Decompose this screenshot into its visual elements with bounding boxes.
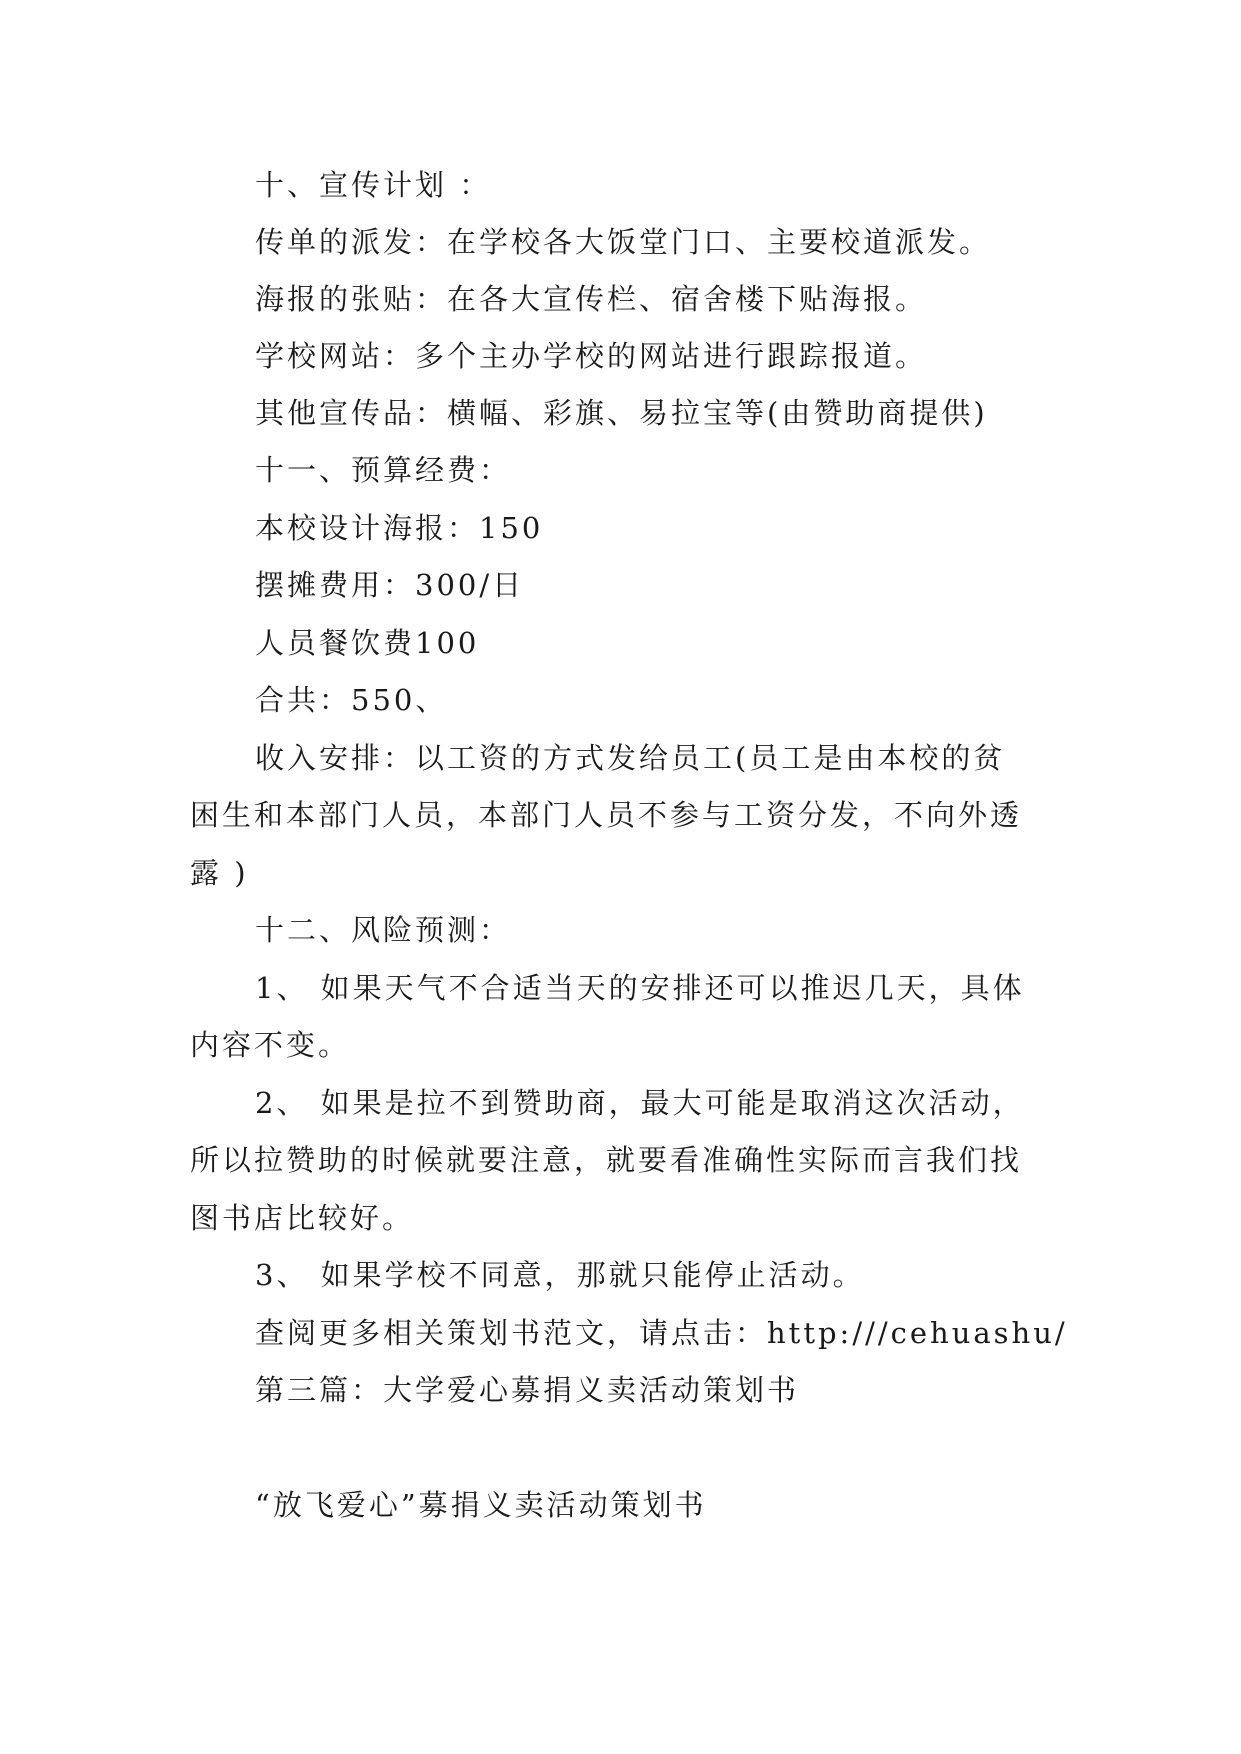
paragraph-line: 内容不变。 bbox=[190, 1028, 351, 1062]
paragraph-line: 困生和本部门人员，本部门人员不参与工资分发，不向外透 bbox=[190, 798, 1023, 832]
section-heading-publicity: 十、宣传计划 ： bbox=[255, 168, 492, 202]
paragraph-line: 3、 如果学校不同意，那就只能停止活动。 bbox=[255, 1258, 865, 1292]
paragraph-line: 摆摊费用：300/日 bbox=[255, 568, 525, 602]
section-heading-budget: 十一、预算经费： bbox=[255, 453, 512, 487]
paragraph-line: 其他宣传品：横幅、彩旗、易拉宝等(由赞助商提供) bbox=[255, 396, 988, 430]
paragraph-line: 1、 如果天气不合适当天的安排还可以推迟几天，具体 bbox=[255, 971, 1025, 1005]
paragraph-line: 露 ) bbox=[190, 856, 249, 890]
paragraph-line: 图书店比较好。 bbox=[190, 1201, 415, 1235]
paragraph-line: 学校网站：多个主办学校的网站进行跟踪报道。 bbox=[255, 339, 928, 373]
paragraph-line: 本校设计海报：150 bbox=[255, 511, 544, 545]
section-heading-part-three: 第三篇：大学爱心募捐义卖活动策划书 bbox=[255, 1373, 800, 1407]
paragraph-line: 收入安排：以工资的方式发给员工(员工是由本校的贫 bbox=[255, 741, 1006, 775]
paragraph-line: 传单的派发：在学校各大饭堂门口、主要校道派发。 bbox=[255, 225, 992, 259]
paragraph-line: 所以拉赞助的时候就要注意，就要看准确性实际而言我们找 bbox=[190, 1143, 1023, 1177]
paragraph-line: 人员餐饮费100 bbox=[255, 626, 480, 660]
paragraph-line: 2、 如果是拉不到赞助商，最大可能是取消这次活动， bbox=[255, 1086, 1025, 1120]
plan-title: “放飞爱心”募捐义卖活动策划书 bbox=[255, 1488, 707, 1522]
paragraph-line: 合共：550、 bbox=[255, 683, 448, 717]
paragraph-line: 查阅更多相关策划书范文，请点击：http:///cehuashu/ bbox=[255, 1316, 1068, 1350]
section-heading-risk: 十二、风险预测： bbox=[255, 913, 512, 947]
paragraph-line: 海报的张贴：在各大宣传栏、宿舍楼下贴海报。 bbox=[255, 282, 928, 316]
